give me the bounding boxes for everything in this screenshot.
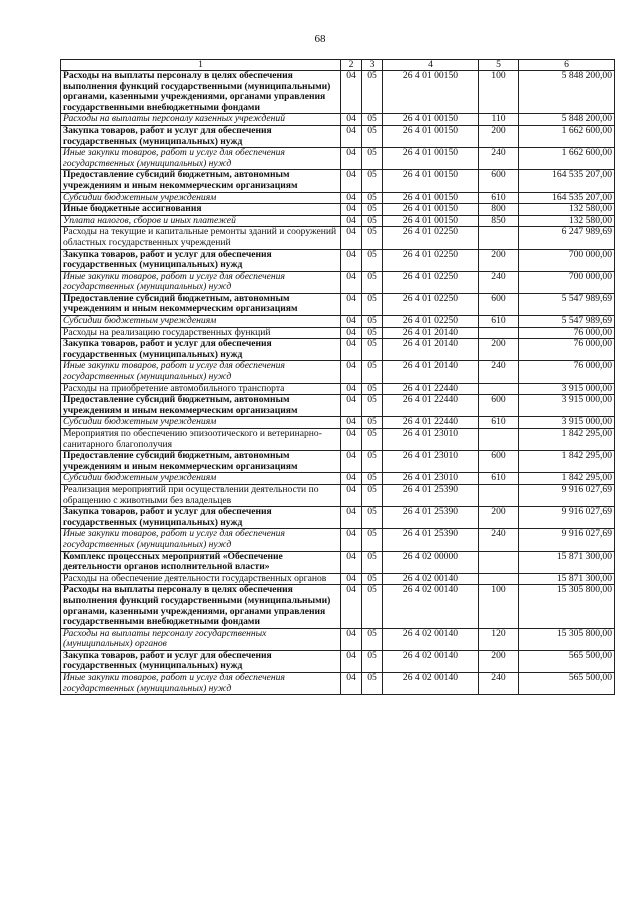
cell-name: Мероприятия по обеспечению эпизоотического и ветеринарно-санитарного благополучия <box>61 429 341 451</box>
cell-amount: 1 842 295,00 <box>519 429 615 451</box>
cell-expense-type: 800 <box>479 204 519 216</box>
cell-target-article: 26 4 01 25390 <box>383 507 479 529</box>
header-col-name: 1 <box>61 60 341 71</box>
cell-name: Расходы на выплаты персоналу государственных (муниципальных) органов <box>61 628 341 650</box>
cell-name: Субсидии бюджетным учреждениям <box>61 417 341 429</box>
cell-amount: 700 000,00 <box>519 249 615 271</box>
cell-name: Предоставление субсидий бюджетным, автономным учреждениям и иным некоммерческим организациям <box>61 451 341 473</box>
cell-expense-type <box>479 327 519 339</box>
cell-section: 04 <box>341 473 362 485</box>
cell-target-article: 26 4 01 22440 <box>383 417 479 429</box>
cell-name: Иные закупки товаров, работ и услуг для обеспечения государственных (муниципальных) нужд <box>61 271 341 293</box>
cell-name: Иные закупки товаров, работ и услуг для обеспечения государственных (муниципальных) нужд <box>61 529 341 551</box>
cell-expense-type <box>479 227 519 249</box>
cell-expense-type: 100 <box>479 585 519 628</box>
cell-section: 04 <box>341 361 362 383</box>
cell-subsection: 05 <box>362 417 383 429</box>
cell-target-article: 26 4 01 00150 <box>383 204 479 216</box>
table-row <box>61 227 615 249</box>
cell-target-article: 26 4 02 00140 <box>383 650 479 672</box>
cell-section: 04 <box>341 227 362 249</box>
cell-section: 04 <box>341 395 362 417</box>
cell-subsection: 05 <box>362 249 383 271</box>
cell-target-article: 26 4 01 02250 <box>383 249 479 271</box>
cell-amount: 164 535 207,00 <box>519 170 615 192</box>
cell-target-article: 26 4 01 02250 <box>383 293 479 315</box>
cell-name: Закупка товаров, работ и услуг для обеспечения государственных (муниципальных) нужд <box>61 339 341 361</box>
cell-expense-type: 200 <box>479 507 519 529</box>
cell-subsection: 05 <box>362 215 383 227</box>
table-row <box>61 417 615 429</box>
cell-subsection: 05 <box>362 507 383 529</box>
cell-expense-type: 610 <box>479 417 519 429</box>
cell-subsection: 05 <box>362 383 383 395</box>
cell-name: Иные закупки товаров, работ и услуг для обеспечения государственных (муниципальных) нужд <box>61 148 341 170</box>
cell-amount: 15 871 300,00 <box>519 573 615 585</box>
table-row <box>61 650 615 672</box>
cell-subsection: 05 <box>362 529 383 551</box>
table-row <box>61 529 615 551</box>
cell-expense-type: 610 <box>479 316 519 328</box>
table-body <box>61 71 615 695</box>
cell-section: 04 <box>341 484 362 506</box>
cell-subsection: 05 <box>362 395 383 417</box>
cell-subsection: 05 <box>362 170 383 192</box>
header-col-target-article: 4 <box>383 60 479 71</box>
header-col-section: 2 <box>341 60 362 71</box>
cell-amount: 76 000,00 <box>519 339 615 361</box>
cell-section: 04 <box>341 529 362 551</box>
cell-section: 04 <box>341 673 362 695</box>
cell-name: Расходы на выплаты персоналу в целях обеспечения выполнения функций государственными (муниципальными) органами, казенными учреждениями, органами управления государственными внебюджетными фондами <box>61 585 341 628</box>
cell-name: Реализация мероприятий при осуществлении деятельности по обращению с животными без владельцев <box>61 484 341 506</box>
cell-expense-type: 600 <box>479 170 519 192</box>
header-col-expense-type: 5 <box>479 60 519 71</box>
cell-amount: 9 916 027,69 <box>519 529 615 551</box>
budget-table <box>60 59 615 695</box>
cell-amount: 3 915 000,00 <box>519 383 615 395</box>
table-row <box>61 628 615 650</box>
cell-name: Комплекс процессных мероприятий «Обеспечение деятельности органов исполнительной власти» <box>61 551 341 573</box>
cell-expense-type <box>479 551 519 573</box>
header-col-amount: 6 <box>519 60 615 71</box>
cell-amount: 3 915 000,00 <box>519 395 615 417</box>
cell-expense-type: 200 <box>479 249 519 271</box>
cell-subsection: 05 <box>362 429 383 451</box>
cell-name: Уплата налогов, сборов и иных платежей <box>61 215 341 227</box>
cell-amount: 1 662 600,00 <box>519 125 615 147</box>
cell-expense-type: 200 <box>479 339 519 361</box>
cell-subsection: 05 <box>362 484 383 506</box>
cell-section: 04 <box>341 339 362 361</box>
cell-target-article: 26 4 01 00150 <box>383 170 479 192</box>
table-row <box>61 361 615 383</box>
cell-target-article: 26 4 02 00140 <box>383 628 479 650</box>
cell-amount: 565 500,00 <box>519 650 615 672</box>
cell-amount: 76 000,00 <box>519 327 615 339</box>
cell-subsection: 05 <box>362 192 383 204</box>
cell-section: 04 <box>341 249 362 271</box>
cell-expense-type: 200 <box>479 650 519 672</box>
cell-expense-type: 110 <box>479 114 519 126</box>
table-row <box>61 204 615 216</box>
cell-expense-type: 240 <box>479 673 519 695</box>
cell-subsection: 05 <box>362 125 383 147</box>
cell-expense-type <box>479 573 519 585</box>
cell-expense-type <box>479 383 519 395</box>
cell-section: 04 <box>341 192 362 204</box>
cell-subsection: 05 <box>362 673 383 695</box>
cell-name: Расходы на приобретение автомобильного транспорта <box>61 383 341 395</box>
cell-target-article: 26 4 01 23010 <box>383 473 479 485</box>
cell-amount: 15 305 800,00 <box>519 585 615 628</box>
cell-expense-type: 200 <box>479 125 519 147</box>
cell-name: Закупка товаров, работ и услуг для обеспечения государственных (муниципальных) нужд <box>61 249 341 271</box>
cell-expense-type: 610 <box>479 473 519 485</box>
cell-expense-type: 240 <box>479 271 519 293</box>
cell-subsection: 05 <box>362 650 383 672</box>
table-row <box>61 316 615 328</box>
table-row <box>61 395 615 417</box>
cell-section: 04 <box>341 650 362 672</box>
cell-name: Иные закупки товаров, работ и услуг для обеспечения государственных (муниципальных) нужд <box>61 673 341 695</box>
cell-expense-type: 100 <box>479 71 519 114</box>
cell-subsection: 05 <box>362 271 383 293</box>
cell-amount: 1 842 295,00 <box>519 451 615 473</box>
cell-target-article: 26 4 01 23010 <box>383 429 479 451</box>
cell-amount: 164 535 207,00 <box>519 192 615 204</box>
table-row <box>61 327 615 339</box>
cell-section: 04 <box>341 271 362 293</box>
cell-subsection: 05 <box>362 316 383 328</box>
cell-subsection: 05 <box>362 204 383 216</box>
cell-section: 04 <box>341 71 362 114</box>
cell-amount: 565 500,00 <box>519 673 615 695</box>
cell-target-article: 26 4 01 02250 <box>383 271 479 293</box>
cell-section: 04 <box>341 429 362 451</box>
cell-name: Расходы на реализацию государственных функций <box>61 327 341 339</box>
cell-target-article: 26 4 02 00140 <box>383 673 479 695</box>
cell-target-article: 26 4 01 02250 <box>383 227 479 249</box>
cell-name: Закупка товаров, работ и услуг для обеспечения государственных (муниципальных) нужд <box>61 507 341 529</box>
cell-amount: 15 305 800,00 <box>519 628 615 650</box>
cell-target-article: 26 4 01 00150 <box>383 114 479 126</box>
cell-expense-type: 600 <box>479 451 519 473</box>
cell-name: Предоставление субсидий бюджетным, автономным учреждениям и иным некоммерческим организациям <box>61 170 341 192</box>
cell-expense-type: 120 <box>479 628 519 650</box>
cell-subsection: 05 <box>362 628 383 650</box>
cell-target-article: 26 4 01 00150 <box>383 148 479 170</box>
table-row <box>61 293 615 315</box>
table-row <box>61 271 615 293</box>
cell-target-article: 26 4 01 20140 <box>383 339 479 361</box>
cell-amount: 3 915 000,00 <box>519 417 615 429</box>
cell-section: 04 <box>341 114 362 126</box>
table-row <box>61 673 615 695</box>
table-row <box>61 451 615 473</box>
table-row <box>61 573 615 585</box>
cell-subsection: 05 <box>362 361 383 383</box>
cell-target-article: 26 4 01 00150 <box>383 71 479 114</box>
cell-subsection: 05 <box>362 148 383 170</box>
cell-expense-type <box>479 484 519 506</box>
cell-subsection: 05 <box>362 451 383 473</box>
cell-amount: 15 871 300,00 <box>519 551 615 573</box>
cell-section: 04 <box>341 316 362 328</box>
cell-amount: 6 247 989,69 <box>519 227 615 249</box>
cell-section: 04 <box>341 148 362 170</box>
cell-expense-type <box>479 429 519 451</box>
cell-section: 04 <box>341 551 362 573</box>
cell-subsection: 05 <box>362 327 383 339</box>
cell-name: Расходы на выплаты персоналу казенных учреждений <box>61 114 341 126</box>
cell-expense-type: 240 <box>479 361 519 383</box>
cell-target-article: 26 4 01 02250 <box>383 316 479 328</box>
cell-section: 04 <box>341 327 362 339</box>
table-row <box>61 585 615 628</box>
cell-expense-type: 240 <box>479 148 519 170</box>
cell-target-article: 26 4 01 22440 <box>383 383 479 395</box>
cell-amount: 76 000,00 <box>519 361 615 383</box>
cell-name: Предоставление субсидий бюджетным, автономным учреждениям и иным некоммерческим организациям <box>61 293 341 315</box>
cell-amount: 1 662 600,00 <box>519 148 615 170</box>
table-row <box>61 249 615 271</box>
cell-name: Субсидии бюджетным учреждениям <box>61 316 341 328</box>
cell-section: 04 <box>341 293 362 315</box>
cell-section: 04 <box>341 204 362 216</box>
cell-amount: 5 848 200,00 <box>519 114 615 126</box>
cell-name: Расходы на выплаты персоналу в целях обеспечения выполнения функций государственными (муниципальными) органами, казенными учреждениями, органами управления государственными внебюджетными фондами <box>61 71 341 114</box>
cell-target-article: 26 4 01 25390 <box>383 484 479 506</box>
cell-subsection: 05 <box>362 227 383 249</box>
cell-expense-type: 610 <box>479 192 519 204</box>
cell-section: 04 <box>341 215 362 227</box>
cell-subsection: 05 <box>362 114 383 126</box>
table-row <box>61 429 615 451</box>
cell-name: Иные закупки товаров, работ и услуг для обеспечения государственных (муниципальных) нужд <box>61 361 341 383</box>
cell-section: 04 <box>341 628 362 650</box>
table-row <box>61 125 615 147</box>
cell-amount: 5 547 989,69 <box>519 293 615 315</box>
table-row <box>61 215 615 227</box>
cell-section: 04 <box>341 125 362 147</box>
cell-target-article: 26 4 01 00150 <box>383 125 479 147</box>
cell-amount: 132 580,00 <box>519 204 615 216</box>
table-row <box>61 551 615 573</box>
cell-target-article: 26 4 01 25390 <box>383 529 479 551</box>
cell-name: Субсидии бюджетным учреждениям <box>61 473 341 485</box>
cell-target-article: 26 4 02 00140 <box>383 585 479 628</box>
cell-subsection: 05 <box>362 473 383 485</box>
table-row <box>61 148 615 170</box>
cell-expense-type: 240 <box>479 529 519 551</box>
table-row <box>61 484 615 506</box>
cell-target-article: 26 4 01 00150 <box>383 192 479 204</box>
cell-target-article: 26 4 01 20140 <box>383 327 479 339</box>
cell-section: 04 <box>341 170 362 192</box>
cell-amount: 700 000,00 <box>519 271 615 293</box>
table-row <box>61 339 615 361</box>
table-row <box>61 71 615 114</box>
cell-section: 04 <box>341 417 362 429</box>
table-row <box>61 473 615 485</box>
cell-name: Субсидии бюджетным учреждениям <box>61 192 341 204</box>
table-row <box>61 114 615 126</box>
table-header-row <box>61 60 615 71</box>
cell-expense-type: 600 <box>479 293 519 315</box>
cell-amount: 9 916 027,69 <box>519 484 615 506</box>
cell-expense-type: 600 <box>479 395 519 417</box>
cell-name: Закупка товаров, работ и услуг для обеспечения государственных (муниципальных) нужд <box>61 125 341 147</box>
table-row <box>61 170 615 192</box>
cell-amount: 5 547 989,69 <box>519 316 615 328</box>
cell-section: 04 <box>341 585 362 628</box>
cell-target-article: 26 4 01 22440 <box>383 395 479 417</box>
page-number: 68 <box>314 33 326 45</box>
cell-subsection: 05 <box>362 551 383 573</box>
cell-name: Расходы на текущие и капитальные ремонты зданий и сооружений областных государственных учреждений <box>61 227 341 249</box>
cell-section: 04 <box>341 573 362 585</box>
cell-section: 04 <box>341 451 362 473</box>
cell-subsection: 05 <box>362 339 383 361</box>
cell-name: Закупка товаров, работ и услуг для обеспечения государственных (муниципальных) нужд <box>61 650 341 672</box>
cell-target-article: 26 4 01 00150 <box>383 215 479 227</box>
cell-subsection: 05 <box>362 585 383 628</box>
cell-amount: 5 848 200,00 <box>519 71 615 114</box>
cell-name: Иные бюджетные ассигнования <box>61 204 341 216</box>
cell-amount: 1 842 295,00 <box>519 473 615 485</box>
header-col-subsection: 3 <box>362 60 383 71</box>
cell-name: Расходы на обеспечение деятельности государственных органов <box>61 573 341 585</box>
cell-section: 04 <box>341 383 362 395</box>
cell-subsection: 05 <box>362 293 383 315</box>
cell-section: 04 <box>341 507 362 529</box>
cell-subsection: 05 <box>362 573 383 585</box>
cell-target-article: 26 4 01 20140 <box>383 361 479 383</box>
cell-name: Предоставление субсидий бюджетным, автономным учреждениям и иным некоммерческим организациям <box>61 395 341 417</box>
cell-expense-type: 850 <box>479 215 519 227</box>
table-row <box>61 383 615 395</box>
cell-target-article: 26 4 02 00000 <box>383 551 479 573</box>
table-row <box>61 507 615 529</box>
cell-amount: 132 580,00 <box>519 215 615 227</box>
cell-target-article: 26 4 01 23010 <box>383 451 479 473</box>
cell-target-article: 26 4 02 00140 <box>383 573 479 585</box>
cell-subsection: 05 <box>362 71 383 114</box>
table-row <box>61 192 615 204</box>
cell-amount: 9 916 027,69 <box>519 507 615 529</box>
